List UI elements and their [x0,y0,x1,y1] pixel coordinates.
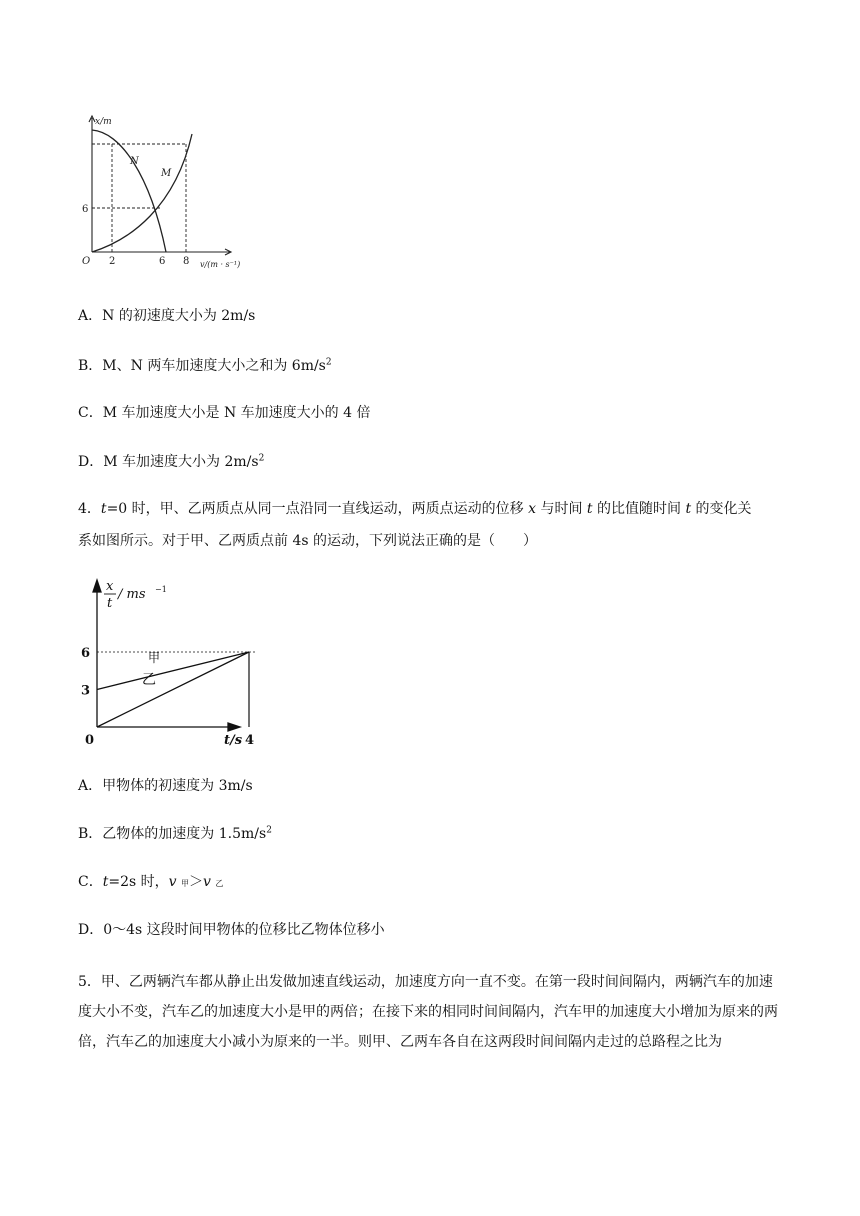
y-tick-6: 6 [82,204,89,215]
q3-option-c [78,403,370,423]
subscript-yi: 乙 [215,879,224,888]
option-prefix: B． [78,358,103,374]
y-label-exponent: −1 [155,585,167,594]
x-tick-4: 4 [245,733,255,748]
stem-text: 的变化关 [691,501,752,517]
var-v: v [168,874,177,890]
option-prefix: D． [78,922,104,938]
x-axis-label: v/(m · s⁻¹) [200,260,241,269]
q4-stem-line2: 系如图所示。对于甲、乙两质点前 4s 的运动，下列说法正确的是（ ） [78,533,537,549]
y-label-denominator: t [107,596,113,611]
chart-origin: 0 [85,733,95,748]
option-text: 乙物体的加速度为 1.5m/s [102,826,267,842]
series-line-jia [97,652,249,690]
q5-number: 5． [78,974,101,990]
option-text: M 车加速度大小为 2m/s [103,454,259,470]
y-axis-label: x/m [95,117,112,127]
y-label-numerator: x [106,579,114,594]
var-t: t [685,501,692,517]
option-prefix: A． [78,778,103,794]
var-v: v [203,874,211,890]
q4-option-a [78,776,253,796]
var-t: t [586,501,593,517]
curve-m [92,134,192,252]
q4-option-d [78,920,385,940]
var-t: t [102,874,109,890]
y-label-unit: / ms [118,587,146,602]
subscript-jia: 甲 [181,879,190,888]
q5-text: 甲、乙两辆汽车都从静止出发做加速直线运动，加速度方向一直不变。在第一段时间间隔内，两辆汽车的加速度大小不变，汽车乙的加速度大小是甲的两倍；在接下来的相同时间间隔内，汽车甲的加速度大小增加为原来的两倍，汽车乙的加速度大小减小为原来的一半。则甲、乙两车各自在这两段时间间隔内走过的总路程之比为 [78,974,778,1050]
xt-t-chart-svg [76,574,266,756]
option-text: =2s 时， [108,874,169,890]
y-tick-3: 3 [81,683,91,699]
stem-text: 的比值随时间 [592,501,686,517]
x-tick-8: 8 [183,256,190,267]
curve-n-label: N [130,156,139,167]
option-text: 甲物体的初速度为 3m/s [102,778,253,794]
chart-x-axis-arrow [228,723,240,731]
figure-x-v-graph [80,112,260,272]
curve-m-label: M [161,168,172,179]
q5-stem [78,967,786,1057]
q3-option-b [78,356,332,376]
q3-option-a [78,306,255,326]
option-prefix: B． [78,826,103,842]
option-sup: 2 [266,825,272,836]
origin-label: O [82,256,91,267]
q4-option-b [78,824,272,844]
option-text: M、N 两车加速度大小之和为 6m/s [102,358,326,374]
q4-stem-line1 [78,499,752,519]
series-label-yi: 乙 [142,672,156,688]
option-sup: 2 [258,453,265,464]
option-prefix: D． [78,454,104,470]
option-text: 0～4s 这段时间甲物体的位移比乙物体位移小 [103,922,385,938]
option-prefix: C． [78,405,103,421]
option-prefix: A． [78,308,103,324]
y-tick-6: 6 [81,646,91,661]
x-v-graph-svg [80,112,260,272]
stem-text: 与时间 [536,501,587,517]
q3-option-d [78,452,264,472]
var-x: x [528,501,537,517]
stem-text: =0 时，甲、乙两质点从同一点沿同一直线运动，两质点运动的位移 [106,501,529,517]
x-tick-2: 2 [109,256,116,267]
greater-than: ＞ [189,874,204,890]
figure-xt-t-graph [76,574,266,756]
chart-y-axis-arrow [93,580,101,592]
q4-number: 4． [78,501,101,517]
option-text: N 的初速度大小为 2m/s [102,308,256,324]
option-text: M 车加速度大小是 N 车加速度大小的 4 倍 [102,405,371,421]
var-t: t [100,501,107,517]
series-line-yi [97,652,249,727]
x-tick-6: 6 [159,256,166,267]
chart-x-label: t/s [224,733,243,748]
series-label-jia: 甲 [148,651,161,665]
q4-option-c [78,872,223,892]
option-sup: 2 [325,357,332,368]
option-prefix: C． [78,874,103,890]
